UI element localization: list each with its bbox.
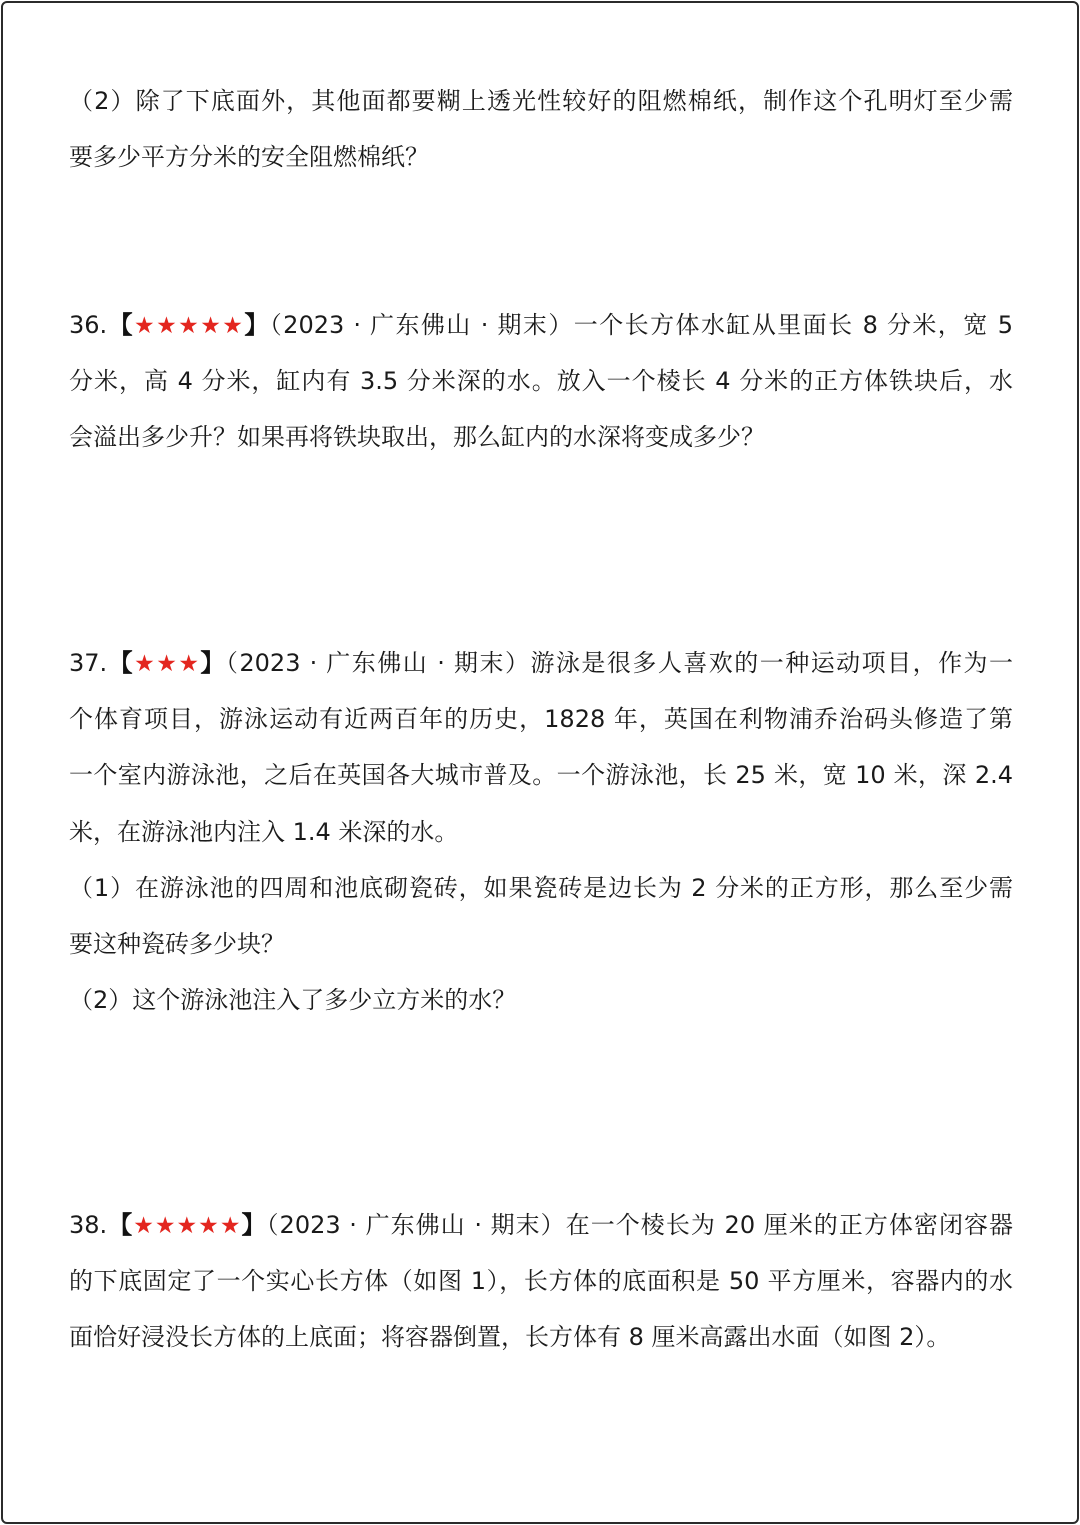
text-line: 个体育项目，游泳运动有近两百年的历史，1828 年，英国在利物浦乔治码头修造了第 bbox=[69, 705, 1013, 734]
question-text: 游泳是很多人喜欢的一种运动项目，作为一 bbox=[530, 649, 1013, 677]
text-line: （2）除了下底面外，其他面都要糊上透光性较好的阻燃棉纸，制作这个孔明灯至少需 bbox=[69, 87, 1013, 115]
difficulty-bracket-close: 】 bbox=[244, 311, 270, 339]
text-line: 面恰好浸没长方体的上底面；将容器倒置，长方体有 8 厘米高露出水面（如图 2）。 bbox=[69, 1323, 951, 1352]
question-source: （2023 · 广东佛山 · 期末） bbox=[266, 1211, 566, 1239]
question-number: 36. bbox=[69, 311, 108, 339]
question-source: （2023 · 广东佛山 · 期末） bbox=[269, 311, 574, 339]
question-heading-line bbox=[69, 1197, 1013, 1253]
text-line: 分米，高 4 分米，缸内有 3.5 分米深的水。放入一个棱长 4 分米的正方体铁块后，水 bbox=[69, 367, 1013, 396]
text-line: 的下底固定了一个实心长方体（如图 1），长方体的底面积是 50 平方厘米，容器内的水 bbox=[69, 1267, 1013, 1296]
text-line: 要多少平方分米的安全阻燃棉纸？ bbox=[69, 143, 429, 172]
question-source: （2023 · 广东佛山 · 期末） bbox=[225, 649, 531, 677]
text-line: 一个室内游泳池，之后在英国各大城市普及。一个游泳池，长 25 米，宽 10 米，深 2.4 bbox=[69, 761, 1013, 790]
sub-question-2: （2）这个游泳池注入了多少立方米的水？ bbox=[69, 986, 517, 1015]
difficulty-bracket-close: 】 bbox=[241, 1211, 267, 1239]
difficulty-bracket-open: 【 bbox=[107, 649, 135, 677]
sub-question-1: （1）在游泳池的四周和池底砌瓷砖，如果瓷砖是边长为 2 分米的正方形，那么至少需 bbox=[69, 873, 1013, 902]
difficulty-stars: ★★★ bbox=[134, 651, 201, 677]
text-line: 米，在游泳池内注入 1.4 米深的水。 bbox=[69, 817, 459, 846]
question-36 bbox=[69, 297, 1013, 466]
question-38 bbox=[69, 1197, 1013, 1366]
difficulty-bracket-open: 【 bbox=[107, 311, 135, 339]
question-heading-line bbox=[69, 297, 1013, 353]
question-37 bbox=[69, 635, 1013, 1028]
question-number: 37. bbox=[69, 649, 108, 677]
question-35-part-2 bbox=[69, 73, 1013, 185]
worksheet-page bbox=[1, 1, 1079, 1524]
difficulty-stars: ★★★★★ bbox=[133, 1213, 242, 1239]
text-line: 要这种瓷砖多少块？ bbox=[69, 929, 285, 958]
question-text: 在一个棱长为 20 厘米的正方体密闭容器 bbox=[565, 1211, 1013, 1239]
difficulty-stars: ★★★★★ bbox=[134, 313, 245, 339]
question-heading-line bbox=[69, 635, 1013, 691]
difficulty-bracket-close: 】 bbox=[200, 649, 226, 677]
difficulty-bracket-open: 【 bbox=[107, 1211, 134, 1239]
question-number: 38. bbox=[69, 1211, 108, 1239]
text-line: 会溢出多少升？如果再将铁块取出，那么缸内的水深将变成多少？ bbox=[69, 423, 765, 452]
question-text: 一个长方体水缸从里面长 8 分米，宽 5 bbox=[573, 311, 1013, 339]
